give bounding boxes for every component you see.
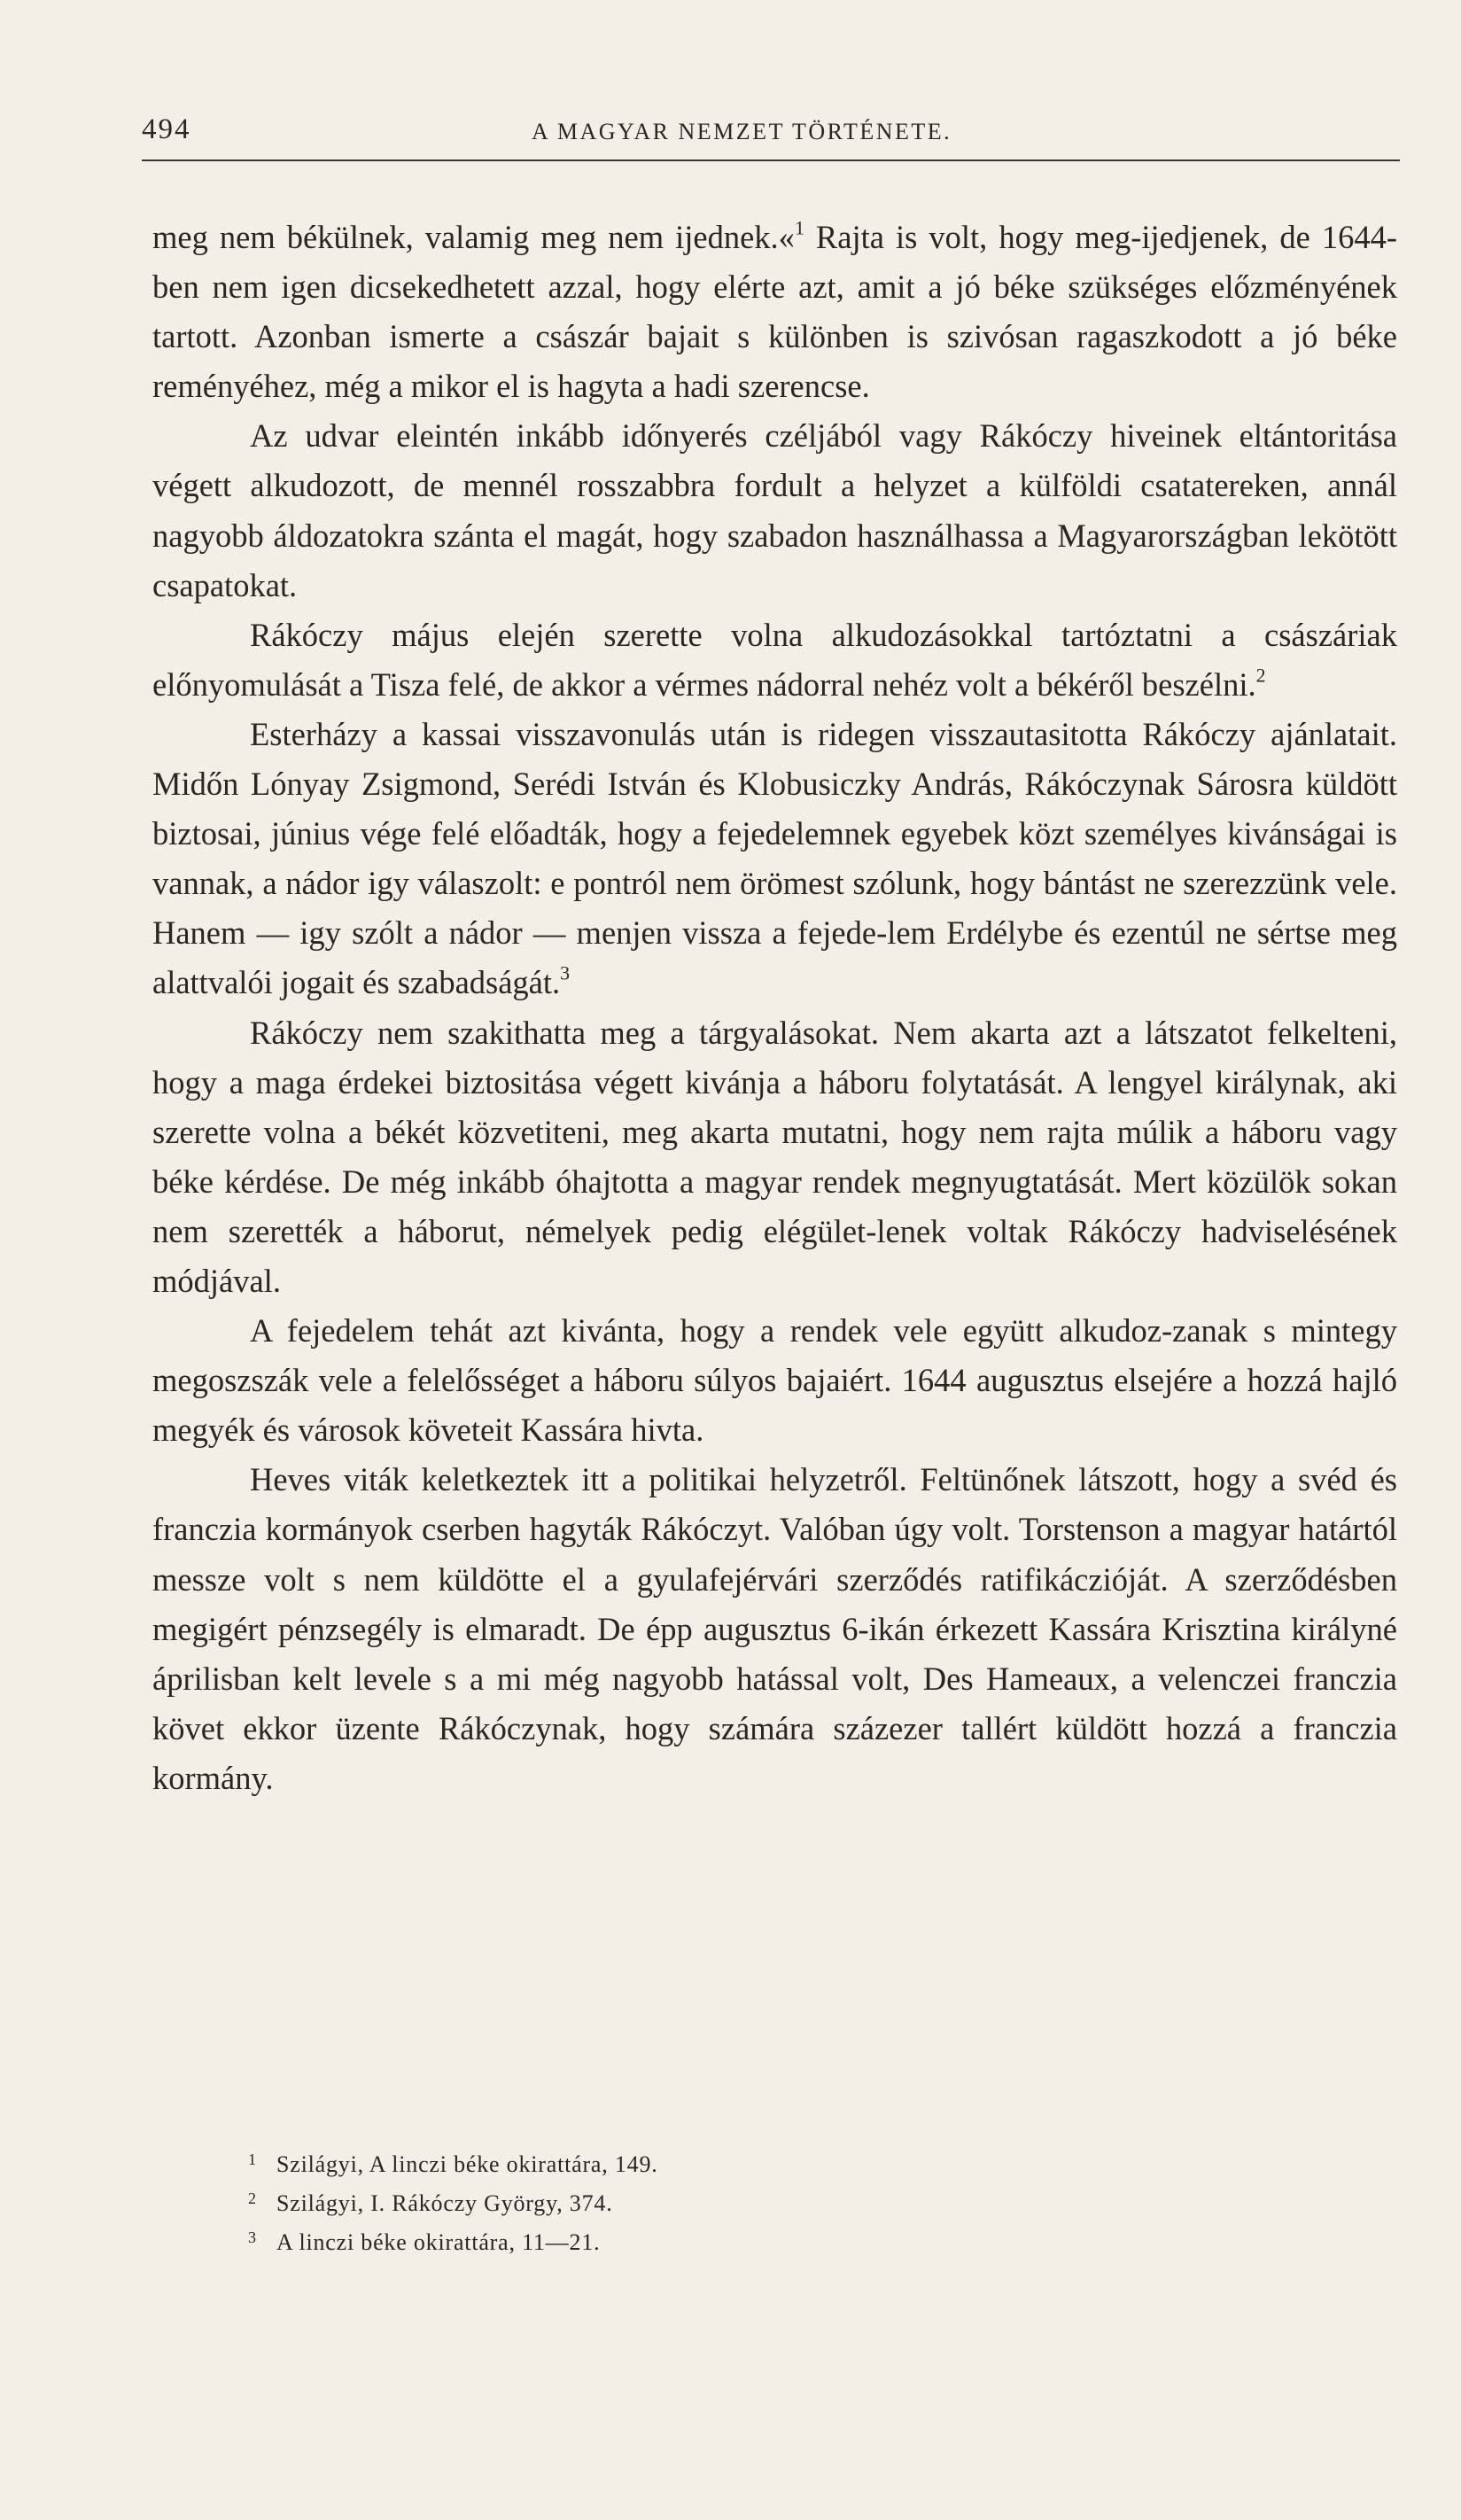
paragraph: Heves viták keletkeztek itt a politikai helyzetről. Feltünőnek látszott, hogy a svéd és franczia kormányok cserben hagyták Rákóczyt. Valóban úgy volt. Torstenson a magyar határtól messze volt s nem küldötte el a gyulafejérvári szerződés ratifikáczióját. A szerződésben megigért pénzsegély is elmaradt. De épp augusztus 6-ikán érkezett Kassára Krisztina királyné áprilisban kelt levele s a mi még nagyobb hatással volt, Des Hameaux, a velenczei franczia követ ekkor üzente Rákóczynak, hogy számára százezer tallért küldött hozzá a franczia kormány. bbox=[152, 1461, 1397, 1796]
paragraph: Az udvar eleintén inkább időnyerés czéljából vagy Rákóczy hiveinek eltántoritása végett alkudozott, de mennél rosszabbra fordult a helyzet a külföldi csatatereken, annál nagyobb áldozatokra szánta el magát, hogy szabadon használhassa a Magyarországban lekötött csapatokat. bbox=[152, 417, 1397, 603]
body-text bbox=[152, 213, 1397, 1803]
header-rule bbox=[142, 159, 1400, 161]
footnote-mark: 3 bbox=[248, 2228, 257, 2246]
footnote-ref[interactable]: 2 bbox=[1255, 664, 1266, 687]
page-number: 494 bbox=[142, 113, 191, 145]
footnote-ref[interactable]: 1 bbox=[794, 216, 804, 239]
paragraph: Rákóczy nem szakithatta meg a tárgyalásokat. Nem akarta azt a látszatot felkelteni, hogy a maga érdekei biztositása végett kivánja a háboru folytatását. A lengyel királynak, aki szerette volna a békét közvetiteni, meg akarta mutatni, hogy nem rajta múlik a háboru vagy béke kérdése. De még inkább óhajtotta a magyar rendek megnyugtatását. Mert közülök sokan nem szerették a háborut, némelyek pedig elégület-lenek voltak Rákóczy hadviselésének módjával. bbox=[152, 1014, 1397, 1299]
paragraph: meg nem békülnek, valamig meg nem ijednek.«$^1$ Rajta is volt, hogy meg-ijedjenek, de 1644-ben nem igen dicsekedhetett azzal, hogy elérte azt, amit a jó béke szükséges előzményének tartott. Azonban ismerte a császár bajait s különben is szivósan ragaszkodott a jó béke reményéhez, még a mikor el is hagyta a hadi szerencse. bbox=[152, 216, 1397, 405]
footnotes bbox=[248, 2143, 1223, 2259]
paragraph: Rákóczy május elején szerette volna alkudozásokkal tartóztatni a császáriak előnyomulását a Tisza felé, de akkor a vérmes nádorral nehéz volt a békéről beszélni.$^2$ bbox=[152, 616, 1397, 703]
running-title: A MAGYAR NEMZET TÖRTÉNETE. bbox=[532, 119, 952, 144]
footnote-mark: 2 bbox=[248, 2189, 257, 2207]
footnote: 1 Szilágyi, A linczi béke okirattára, 149. bbox=[248, 2143, 1223, 2182]
footnote: 3 A linczi béke okirattára, 11—21. bbox=[248, 2221, 1223, 2259]
paragraph: Esterházy a kassai visszavonulás után is ridegen visszautasitotta Rákóczy ajánlatait. Midőn Lónyay Zsigmond, Serédi István és Klobusiczky András, Rákóczynak Sárosra küldött biztosai, június vége felé előadták, hogy a fejedelemnek egyebek közt személyes kivánságai is vannak, a nádor igy válaszolt: e pontról nem örömest szólunk, hogy bántást ne szerezzünk vele. Hanem — igy szólt a nádor — menjen vissza a fejede-lem Erdélybe és ezentúl ne sértse meg alattvalói jogait és szabadságát.$^3$ bbox=[152, 715, 1397, 1001]
footnote-ref[interactable]: 3 bbox=[560, 962, 571, 985]
footnote-mark: 1 bbox=[248, 2151, 257, 2168]
page-header bbox=[142, 106, 1400, 159]
paragraph: A fejedelem tehát azt kivánta, hogy a rendek vele együtt alkudoz-zanak s mintegy megoszszák vele a felelősséget a háboru súlyos bajaiért. 1644 augusztus elsejére a hozzá hajló megyék és városok követeit Kassára hivta. bbox=[152, 1312, 1397, 1449]
footnote: 2 Szilágyi, I. Rákóczy György, 374. bbox=[248, 2182, 1223, 2221]
